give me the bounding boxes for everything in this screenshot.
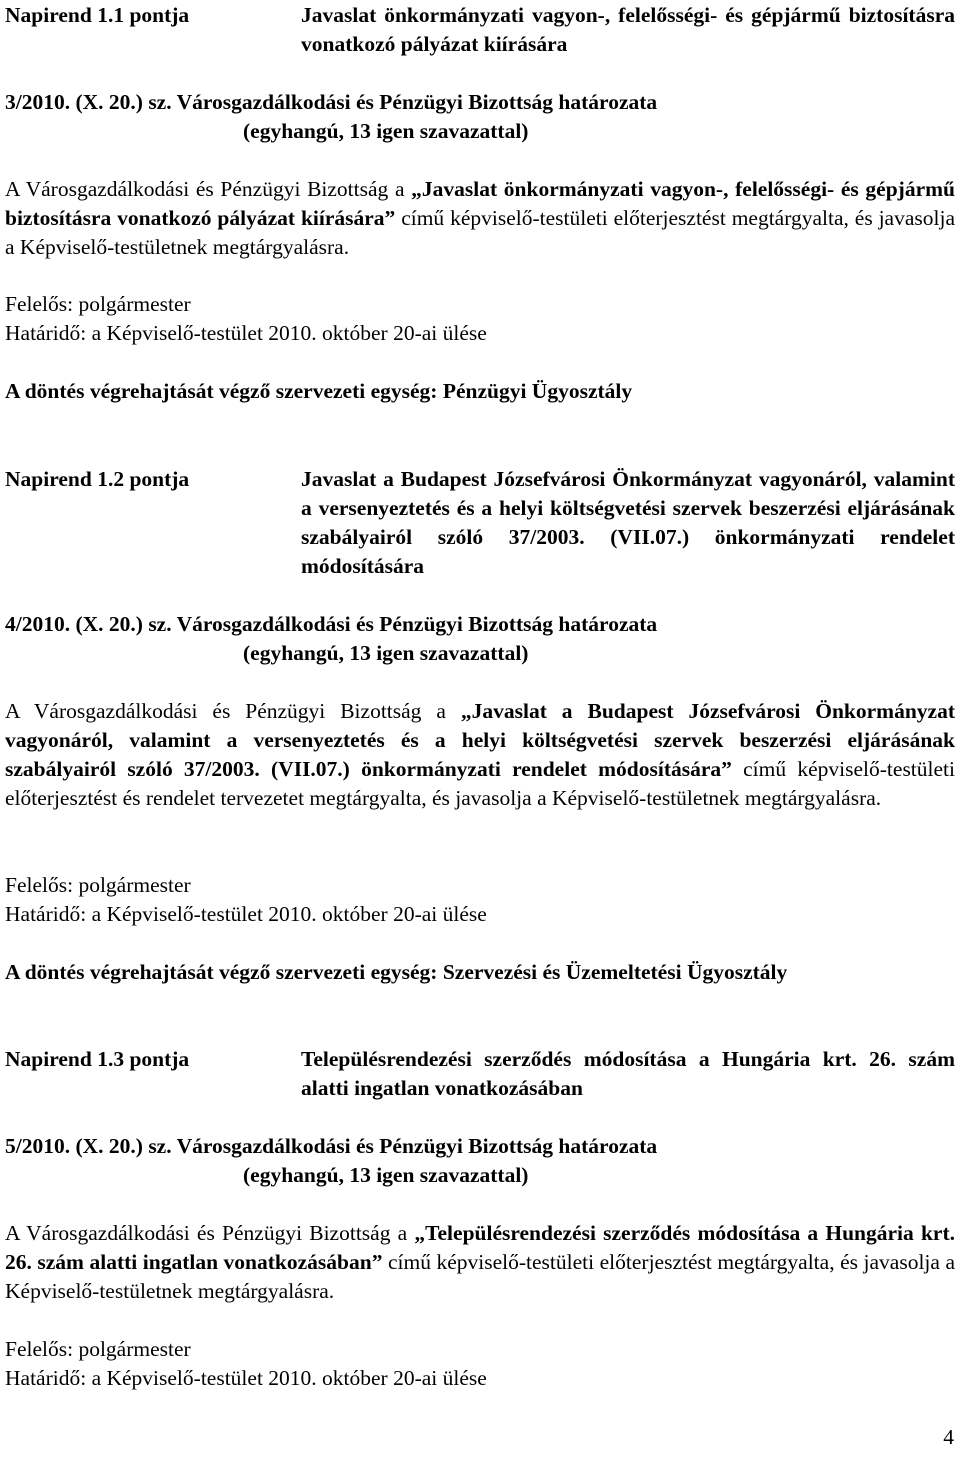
agenda-item-1-body-title: „Javaslat önkormányzati vagyon-, felelősségi- és gépjármű biztosításra vonatkozó pályázat kiírására” xyxy=(5,177,956,230)
agenda-item-1-executor: A döntés végrehajtását végző szervezeti egység: Pénzügyi Ügyosztály xyxy=(5,379,633,403)
agenda-item-2-body-title: „Javaslat a Budapest Józsefvárosi Önkormányzat vagyonáról, valamint a versenyeztetés és a helyi költségvetési szervek beszerzési eljárásának szabályairól szóló 37/2003. (VII.07.) önkormányzati rendelet módosítására” xyxy=(5,699,956,781)
agenda-item-3-title: Településrendezési szerződés módosítása a Hungária krt. 26. szám alatti ingatlan vonatkozásában xyxy=(301,1047,955,1100)
agenda-item-3-body-rest: című képviselő-testületi előterjesztést megtárgyalta, és javasolja a Képviselő-testületnek megtárgyalásra. xyxy=(5,1250,955,1303)
agenda-item-1-deadline: Határidő: a Képviselő-testület 2010. október 20-ai ülése xyxy=(5,321,487,345)
agenda-item-2-body xyxy=(5,697,955,813)
agenda-item-3-body-title: „Településrendezési szerződés módosítása a Hungária krt. 26. szám alatti ingatlan vonatkozásában” xyxy=(5,1221,955,1274)
agenda-item-1-responsible: Felelős: polgármester xyxy=(5,292,191,316)
agenda-item-2-deadline: Határidő: a Képviselő-testület 2010. október 20-ai ülése xyxy=(5,902,487,926)
agenda-item-1-vote: (egyhangú, 13 igen szavazattal) xyxy=(243,119,529,143)
agenda-item-1-title: Javaslat önkormányzati vagyon-, felelősségi- és gépjármű biztosításra vonatkozó pályázat kiírására xyxy=(301,3,955,56)
agenda-item-3-body xyxy=(5,1219,955,1306)
agenda-item-1-body-rest: című képviselő-testületi előterjesztést megtárgyalta, és javasolja a Képviselő-testületnek megtárgyalásra. xyxy=(5,206,955,259)
agenda-item-2-body-intro: A Városgazdálkodási és Pénzügyi Bizottság a xyxy=(5,699,461,723)
agenda-item-1-resolution: 3/2010. (X. 20.) sz. Városgazdálkodási és Pénzügyi Bizottság határozata xyxy=(5,90,658,114)
agenda-item-2-vote: (egyhangú, 13 igen szavazattal) xyxy=(243,641,529,665)
agenda-item-2-responsible: Felelős: polgármester xyxy=(5,873,191,897)
agenda-item-1-label: Napirend 1.1 pontja xyxy=(5,3,190,27)
agenda-item-3-vote: (egyhangú, 13 igen szavazattal) xyxy=(243,1163,529,1187)
agenda-item-2-body-rest: című képviselő-testületi előterjesztést és rendelet tervezetet megtárgyalta, és javasolja a Képviselő-testületnek megtárgyalásra. xyxy=(5,757,955,810)
agenda-item-2-title: Javaslat a Budapest Józsefvárosi Önkormányzat vagyonáról, valamint a versenyeztetés és a helyi költségvetési szervek beszerzési eljárásának szabályairól szóló 37/2003. (VII.07.) önkormányzati rendelet módosítására xyxy=(301,467,955,578)
agenda-item-2-executor: A döntés végrehajtását végző szervezeti egység: Szervezési és Üzemeltetési Ügyosztály xyxy=(5,960,788,984)
agenda-item-1-body-intro: A Városgazdálkodási és Pénzügyi Bizottság a xyxy=(5,177,412,201)
agenda-item-1-body xyxy=(5,175,955,262)
agenda-item-3-body-intro: A Városgazdálkodási és Pénzügyi Bizottság a xyxy=(5,1221,415,1245)
page-number: 4 xyxy=(943,1425,954,1449)
agenda-item-3-responsible: Felelős: polgármester xyxy=(5,1337,191,1361)
agenda-item-2-label: Napirend 1.2 pontja xyxy=(5,467,190,491)
agenda-item-3-label: Napirend 1.3 pontja xyxy=(5,1047,190,1071)
agenda-item-2-resolution: 4/2010. (X. 20.) sz. Városgazdálkodási és Pénzügyi Bizottság határozata xyxy=(5,612,658,636)
agenda-item-3-resolution: 5/2010. (X. 20.) sz. Városgazdálkodási és Pénzügyi Bizottság határozata xyxy=(5,1134,658,1158)
agenda-item-3-deadline: Határidő: a Képviselő-testület 2010. október 20-ai ülése xyxy=(5,1366,487,1390)
